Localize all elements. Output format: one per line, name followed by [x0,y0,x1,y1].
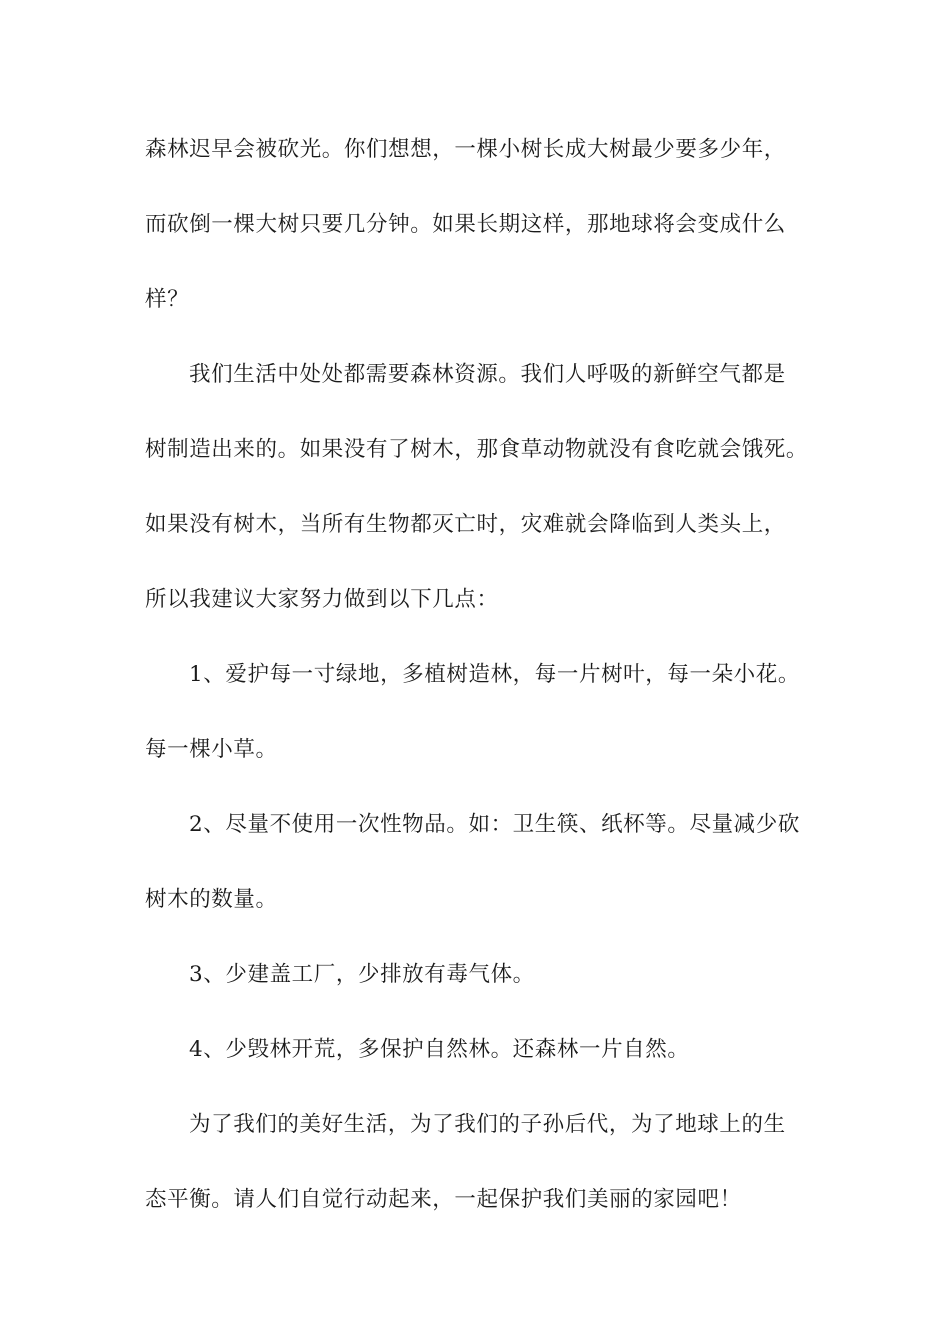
text-line: 所以我建议大家努力做到以下几点： [145,587,499,612]
text-line: 每一棵小草。 [145,737,278,762]
list-item-4: 4、少毁林开荒，多保护自然林。还森林一片自然。 [189,1037,690,1062]
text-line: 而砍倒一棵大树只要几分钟。如果长期这样，那地球将会变成什么 [145,212,786,237]
list-item-2: 2、尽量不使用一次性物品。如：卫生筷、纸杯等。尽量减少砍 [189,812,800,837]
text-line: 森林迟早会被砍光。你们想想，一棵小树长成大树最少要多少年， [145,137,786,162]
list-item-3: 3、少建盖工厂，少排放有毒气体。 [189,962,535,987]
list-item-1: 1、爱护每一寸绿地，多植树造林，每一片树叶，每一朵小花。 [189,662,800,687]
paragraph-start-line: 我们生活中处处都需要森林资源。我们人呼吸的新鲜空气都是 [189,362,786,387]
paragraph-start-line: 为了我们的美好生活，为了我们的子孙后代，为了地球上的生 [189,1112,786,1137]
text-line: 态平衡。请人们自觉行动起来，一起保护我们美丽的家园吧！ [145,1187,742,1212]
text-line: 树木的数量。 [145,887,278,912]
text-line: 样？ [145,287,190,312]
text-line: 树制造出来的。如果没有了树木，那食草动物就没有食吃就会饿死。 [145,437,809,462]
text-line: 如果没有树木，当所有生物都灭亡时，灾难就会降临到人类头上， [145,512,786,537]
